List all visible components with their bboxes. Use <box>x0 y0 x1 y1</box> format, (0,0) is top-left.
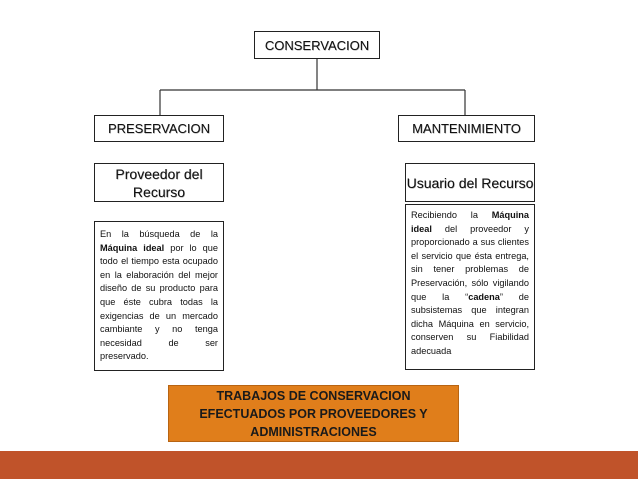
usuario-description <box>405 204 535 370</box>
conservation-works-box <box>168 385 459 442</box>
root-label: CONSERVACION <box>264 37 370 53</box>
preservacion-label: PRESERVACION <box>107 121 211 136</box>
mantenimiento-node <box>398 115 535 142</box>
usuario-label: Usuario del Recurso <box>406 174 534 191</box>
proveedor-node <box>94 163 224 202</box>
conservation-works-label: TRABAJOS DE CONSERVACION EFECTUADOS POR PROVEEDORES Y ADMINISTRACIONES <box>199 388 428 439</box>
mantenimiento-label: MANTENIMIENTO <box>412 121 521 136</box>
usuario-node <box>405 163 535 202</box>
footer-band <box>0 451 638 479</box>
preservacion-node <box>94 115 224 142</box>
proveedor-description <box>94 221 224 371</box>
root-node <box>254 31 380 59</box>
proveedor-description-text: En la búsqueda de la Máquina ideal por lo que todo el tiempo esta ocupado en la elaboración del mejor diseño de su producto para que éste cubra todas la exigencias de un mercado cambiante y no tenga necesidad de ser preservado. <box>100 229 218 362</box>
usuario-description-text: Recibiendo la Máquina ideal del proveedor y proporcionado a sus clientes el servicio que ésta entrega, sin tener problemas de Preservación, sólo vigilando que la “cadena” de subsistemas que integran dicha Máquina en servicio, conserven su Fiabilidad adecuada <box>411 210 529 356</box>
proveedor-label: Proveedor del Recurso <box>115 165 203 200</box>
